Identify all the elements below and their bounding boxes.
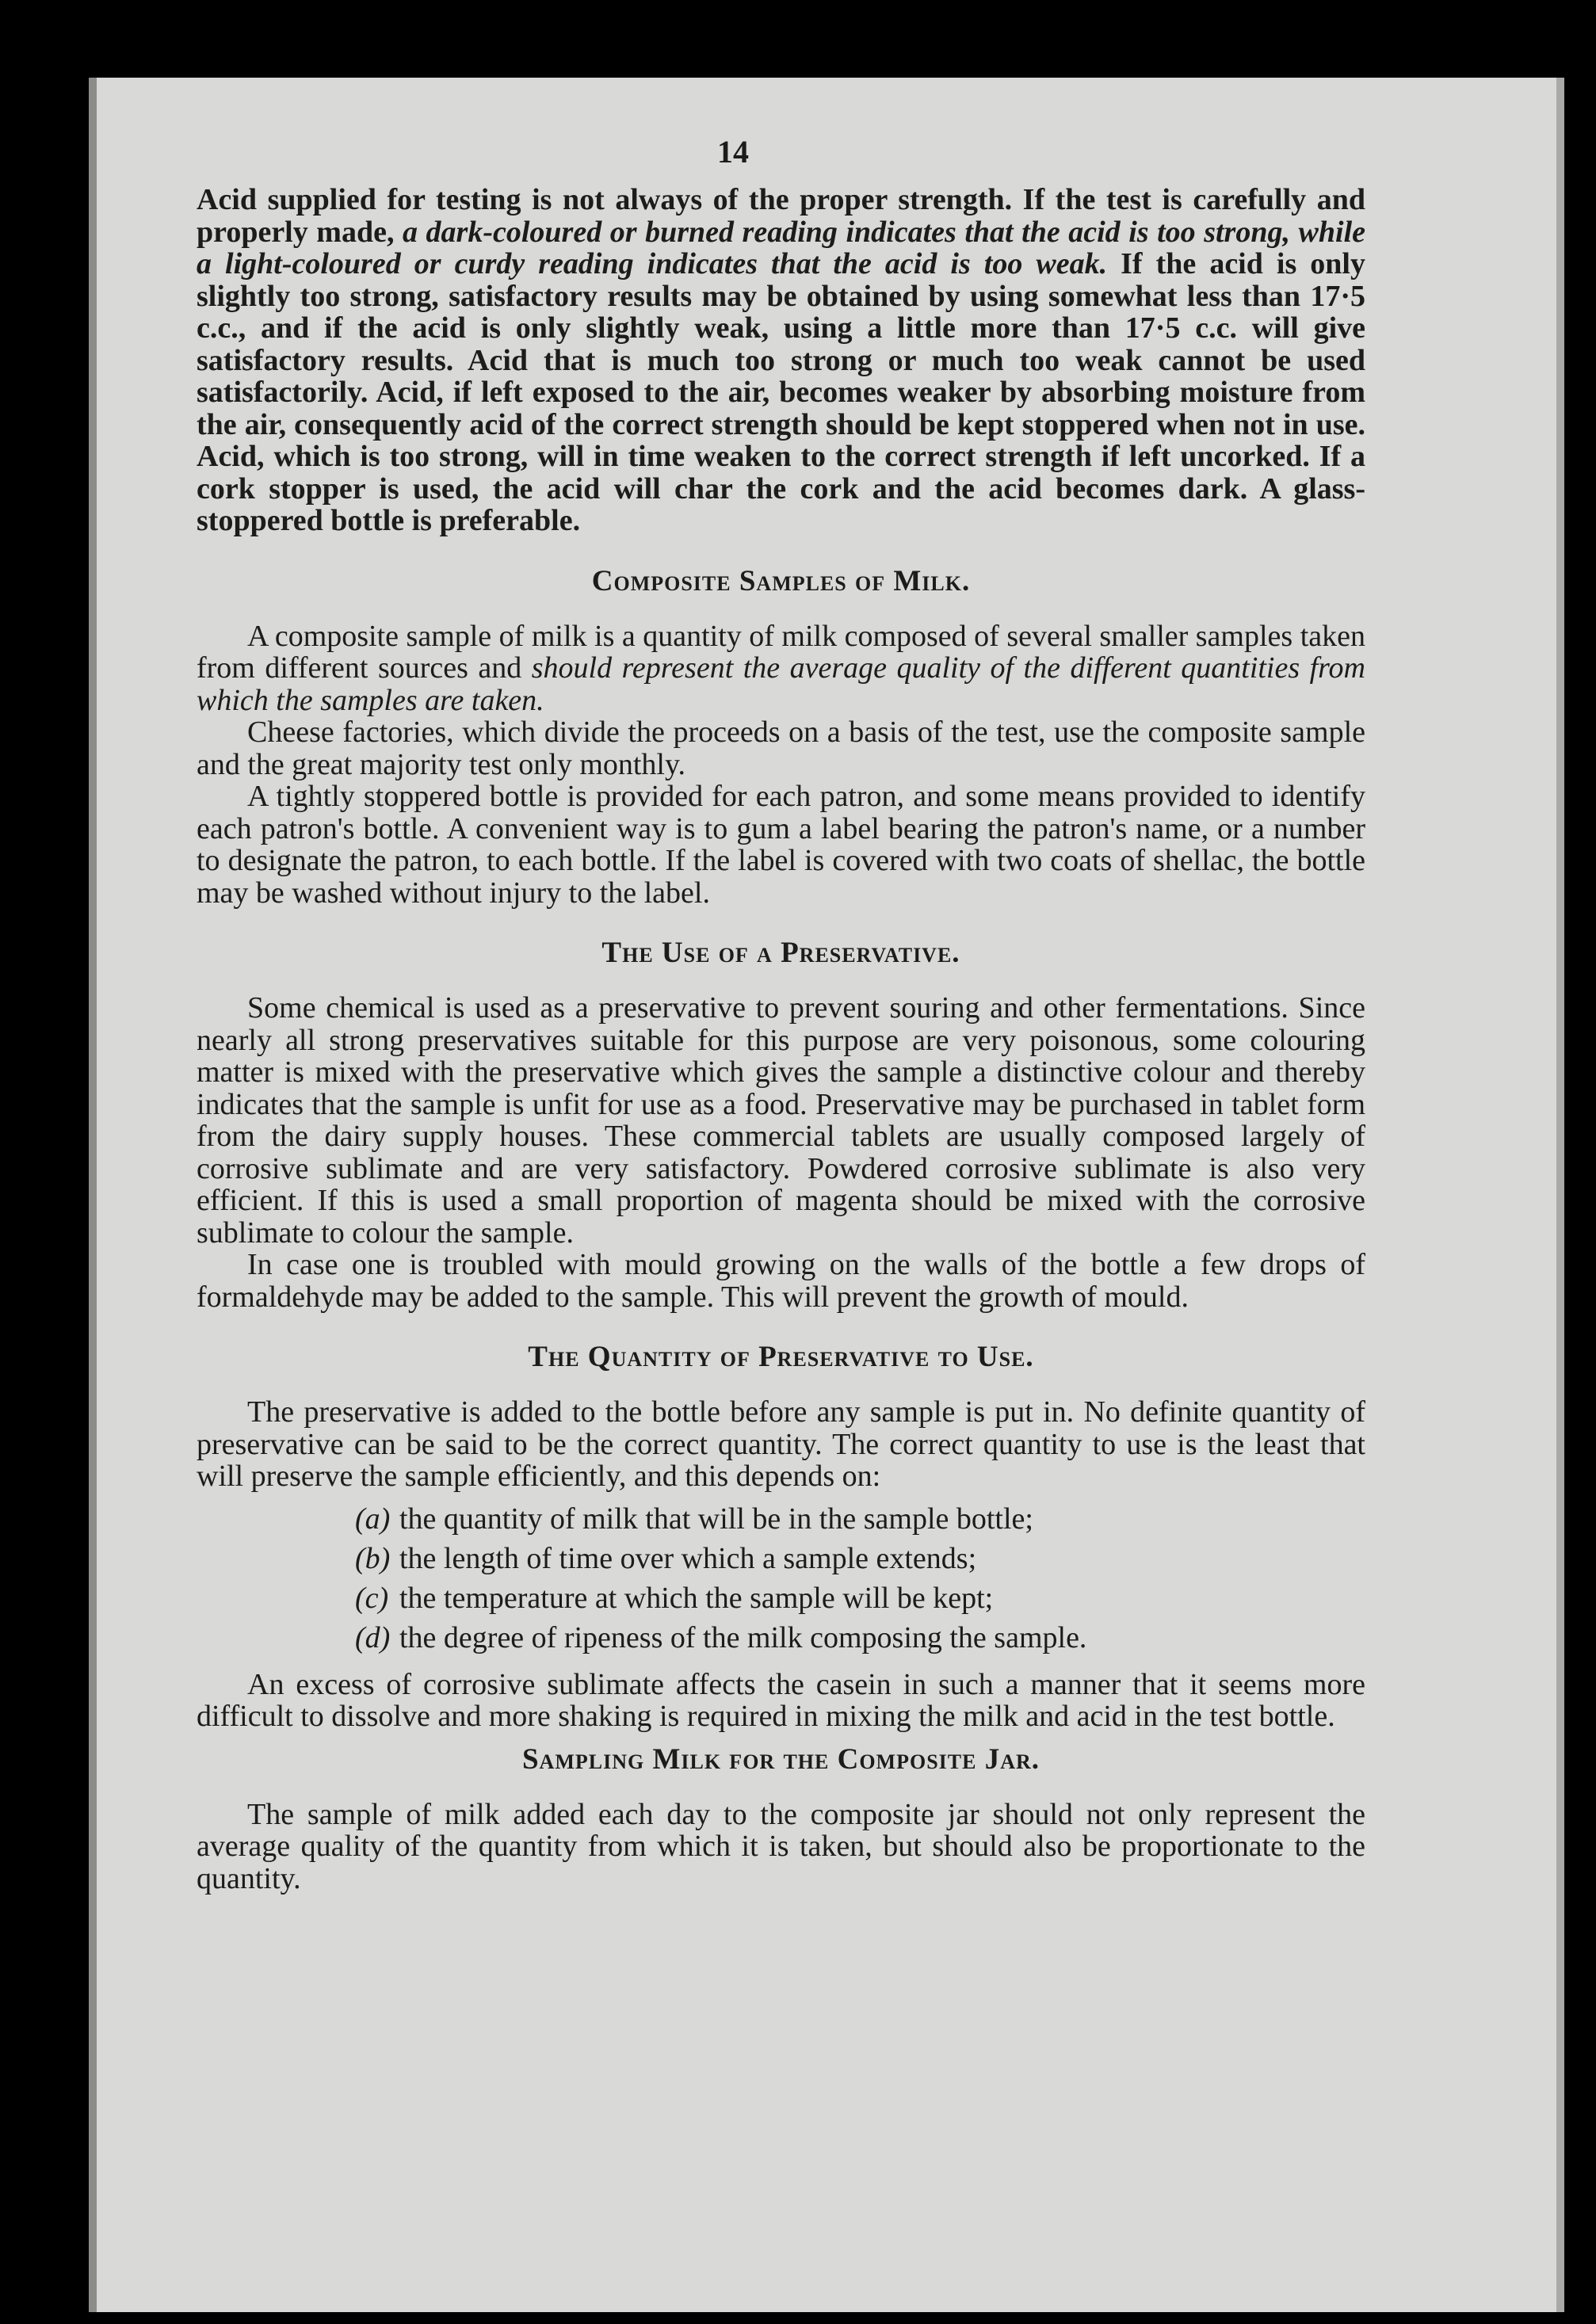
- paragraph-text: If the acid is only slightly too strong, satisfactory results may be obtained by using somewhat less than 17·5 c.c., and if the acid is only slightly weak, using a little more than 17·5 c.c. will give satisfactory results. Acid that is much too strong or much too weak cannot be used satisfactorily. Acid, if left exposed to the air, becomes weaker by absorbing moisture from the air, consequently acid of the correct strength should be kept stoppered when not in use. Acid, which is too strong, will in time weaken to the correct strength if left uncorked. If a cork stopper is used, the acid will char the cork and the acid becomes dark. A glass-stoppered bottle is preferable.: [197, 247, 1365, 537]
- list-marker: (c): [355, 1581, 389, 1615]
- emphasis-text: a dark-coloured or burned reading indicates that the acid is too strong, while a light-coloured or curdy reading indicates that the acid is too weak.: [197, 215, 1365, 280]
- page-body: [197, 184, 1365, 1895]
- list-marker: (d): [355, 1620, 391, 1654]
- list-text: the degree of ripeness of the milk composing the sample.: [399, 1620, 1087, 1654]
- list-item: [197, 1578, 1365, 1618]
- paragraph-acid-strength: [197, 184, 1365, 537]
- section-heading-sampling: Sampling Milk for the Composite Jar.: [521, 1742, 1040, 1776]
- paragraph-mould: In case one is troubled with mould growing on the walls of the bottle a few drops of formaldehyde may be added to the sample. This will prevent the growth of mould.: [197, 1248, 1365, 1314]
- paragraph-stoppered-bottle: A tightly stoppered bottle is provided for each patron, and some means provided to identify each patron's bottle. A convenient way is to gum a label bearing the patron's name, or a number to designate the patron, to each bottle. If the label is covered with two coats of shellac, the bottle may be washed without injury to the label.: [197, 780, 1365, 910]
- list-text: the temperature at which the sample will be kept;: [399, 1581, 994, 1615]
- paragraph-quantity: The preservative is added to the bottle before any sample is put in. No definite quantity of preservative can be said to be the correct quantity. The correct quantity to use is the least that will preserve the sample efficiently, and this depends on:: [197, 1395, 1365, 1493]
- paragraph-sampling: The sample of milk added each day to the composite jar should not only represent the average quality of the quantity from which it is taken, but should also be proportionate to the quantity.: [197, 1797, 1365, 1895]
- section-heading-preservative: The Use of a Preservative.: [601, 937, 960, 969]
- paragraph-text: A composite sample of milk is a quantity of milk composed of several smaller samples taken from different sources and: [197, 619, 1365, 685]
- paragraph-text: Acid supplied for testing is not always of the proper strength. If the test is carefully and properly made,: [197, 183, 1365, 249]
- section-heading-quantity: The Quantity of Preservative to Use.: [528, 1341, 1034, 1373]
- list-item: [197, 1539, 1365, 1578]
- list-text: the quantity of milk that will be in the sample bottle;: [399, 1502, 1033, 1536]
- paragraph-preservative: Some chemical is used as a preservative to prevent souring and other fermentations. Since nearly all strong preservatives suitable for this purpose are very poisonous, some colouring matter is mixed with the preservative which gives the sample a distinctive colour and thereby indicates that the sample is unfit for use as a food. Preservative may be purchased in tablet form from the dairy supply houses. These commercial tablets are usually composed largely of corrosive sublimate and are very satisfactory. Powdered corrosive sublimate is also very efficient. If this is used a small proportion of magenta should be mixed with the corrosive sublimate to colour the sample.: [197, 991, 1365, 1250]
- list-item: [197, 1499, 1365, 1539]
- list-marker: (a): [355, 1502, 391, 1536]
- page-edge: [1556, 78, 1564, 2312]
- list-item: [197, 1618, 1365, 1658]
- list-marker: (b): [355, 1541, 391, 1575]
- paragraph-composite-definition: [197, 620, 1365, 717]
- paragraph-cheese-factories: Cheese factories, which divide the proceeds on a basis of the test, use the composite sample and the great majority test only monthly.: [197, 716, 1365, 781]
- paragraph-excess-sublimate: An excess of corrosive sublimate affects the casein in such a manner that it seems more difficult to dissolve and more shaking is required in mixing the milk and acid in the test bottle.: [197, 1667, 1365, 1733]
- factor-list: [197, 1499, 1365, 1658]
- page-number: 14: [717, 134, 749, 170]
- section-heading-composite-samples: Composite Samples of Milk.: [591, 564, 971, 597]
- list-text: the length of time over which a sample extends;: [399, 1541, 977, 1575]
- emphasis-text: should represent the average quality of the different quantities from which the samples are taken.: [197, 651, 1365, 717]
